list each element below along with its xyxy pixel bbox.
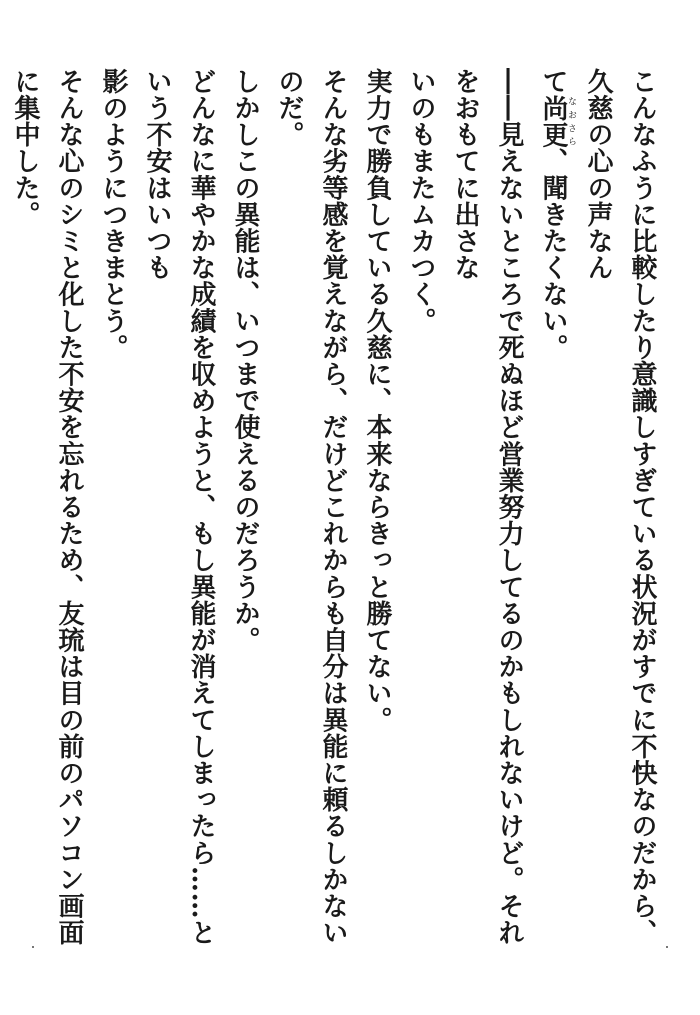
vertical-text-body: [0, 68, 664, 968]
scan-mark: [32, 946, 34, 948]
text-run: そんな劣等感を覚えながら、だけどこれからも自分は異能に頼るしかないのだ。: [274, 68, 348, 946]
ruby-reading: なおさら: [566, 94, 576, 148]
text-run: こんなふうに比較したり意識しすぎている状況がすでに不快なのだから、久慈の心の声なん: [583, 68, 657, 946]
text-run: どんなに華やかな成績を収めようと、もし異能が消えてしまったら……という不安はいつも: [142, 68, 216, 946]
text-line: [355, 68, 399, 968]
scan-mark: [666, 946, 668, 948]
ruby-annotation: [538, 94, 576, 148]
text-line: [3, 68, 91, 968]
text-run: 実力で勝負している久慈に、本来ならきっと勝てない。: [362, 68, 392, 733]
text-line: [267, 68, 355, 968]
text-line: [91, 68, 135, 968]
text-line: [531, 68, 576, 968]
text-line: [399, 68, 443, 968]
text-line: [223, 68, 267, 968]
text-run: ――見えないところで死ぬほど営業努力してるのかもしれないけど。それをおもてに出さな: [450, 68, 524, 946]
text-run: しかしこの異能は、いつまで使えるのだろうか。: [230, 68, 260, 654]
text-line: [135, 68, 223, 968]
text-line: [576, 68, 664, 968]
ruby-base: 尚更: [538, 94, 568, 148]
text-line: [443, 68, 531, 968]
text-run: て: [538, 68, 568, 95]
text-run: いのもまたムカつく。: [406, 68, 436, 334]
text-run: そんな心のシミと化した不安を忘れるため、友琉は目の前のパソコン画面に集中した。: [10, 68, 84, 946]
text-run: 影のようにつきまとう。: [98, 68, 128, 361]
text-line: [0, 68, 3, 968]
text-run: 、聞きたくない。: [538, 147, 568, 361]
